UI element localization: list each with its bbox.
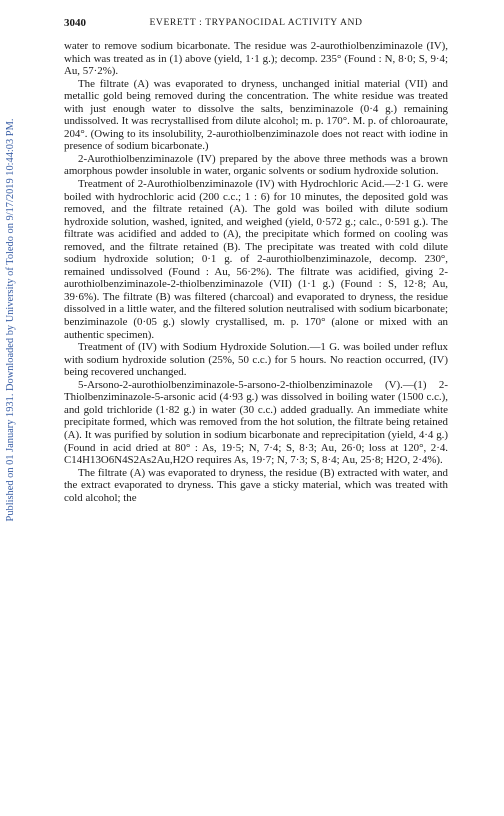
download-watermark-text: Published on 01 January 1931. Downloaded by University of Toledo on 9/17/2019 10:44:03 PM. (5, 118, 16, 522)
download-watermark (4, 40, 18, 600)
paragraph: The filtrate (A) was evaporated to dryness, the residue (B) extracted with water, and the extract evaporated to dryness. This gave a sticky material, which was treated with cold alcohol; the (64, 466, 448, 504)
paragraph: water to remove sodium bicarbonate. The residue was 2-aurothiolbenziminazole (IV), which was treated as in (1) above (yield, 1·1 g.); decomp. 235° (Found : N, 8·0; S, 9·4; Au, 57·2%). (64, 40, 448, 78)
paragraph: 2-Aurothiolbenziminazole (IV) prepared by the above three methods was a brown amorphous powder insoluble in water, organic solvents or sodium hydroxide solution. (64, 152, 448, 178)
paragraph: The filtrate (A) was evaporated to dryness, unchanged initial material (VII) and metallic gold being removed during the concentration. The white residue was treated with just enough water to dissolve the salts, benziminazole (0·4 g.) remaining undissolved. It was recrystallised from dilute alcohol; m. p. 170°. M. p. of chloroaurate, 204°. (Owing to its insolubility, 2-aurothiolbenziminazole does not react with iodine in presence of sodium bicarbonate.) (64, 77, 448, 153)
running-title: EVERETT : TRYPANOCIDAL ACTIVITY AND (149, 17, 363, 28)
page-number: 3040 (64, 17, 86, 29)
paragraph: Treatment of 2-Aurothiolbenziminazole (IV) with Hydrochloric Acid.—2·1 G. were boiled with hydrochloric acid (200 c.c.; 1 : 6) for 10 minutes, the deposited gold was removed, and the filtrate retained (A). The gold was boiled with dilute sodium hydroxide solution, washed, ignited, and weighed (yield, 0·572 g.; calc., 0·591 g.). The filtrate was acidified and added to (A), the precipitate which formed on cooling was removed, and the filtrate retained (B). The precipitate was treated with cold dilute sodium hydroxide solution; 0·1 g. of 2-aurothiolbenziminazole, decomp. 230°, remained undissolved (Found : Au, 56·2%). The filtrate was acidified, giving 2-aurothiolbenziminazole-2-thiolbenziminazole (VII) (1·1 g.) (Found : S, 12·8; Au, 39·6%). The filtrate (B) was filtered (charcoal) and evaporated to dryness, the residue dissolved in a little water, and the filtered solution neutralised with sodium bicarbonate; benziminazole (0·05 g.) slowly crystallised, m. p. 170° (alone or mixed with an authentic specimen). (64, 178, 448, 341)
paragraph: Treatment of (IV) with Sodium Hydroxide Solution.—1 G. was boiled under reflux with sodium hydroxide solution (25%, 50 c.c.) for 5 hours. No reaction occurred, (IV) being recovered unchanged. (64, 341, 448, 379)
page-header (64, 16, 448, 30)
body-text (64, 40, 448, 504)
paragraph: 5-Arsono-2-aurothiolbenziminazole-5-arsono-2-thiolbenziminazole (V).—(1) 2-Thiolbenziminazole-5-arsonic acid (4·93 g.) was dissolved in boiling water (1500 c.c.), and gold trichloride (1·82 g.) in water (30 c.c.) added gradually. An immediate white precipitate formed, which was removed from the hot solution, the filtrate being retained (A). It was purified by solution in sodium bicarbonate and reprecipitation (yield, 4·4 g.) (Found in acid dried at 80° : As, 19·5; N, 7·4; S, 8·3; Au, 26·0; loss at 120°, 2·4. C14H13O6N4S2As2Au,H2O requires As, 19·7; N, 7·3; S, 8·4; Au, 25·8; H2O, 2·4%). (64, 378, 448, 467)
